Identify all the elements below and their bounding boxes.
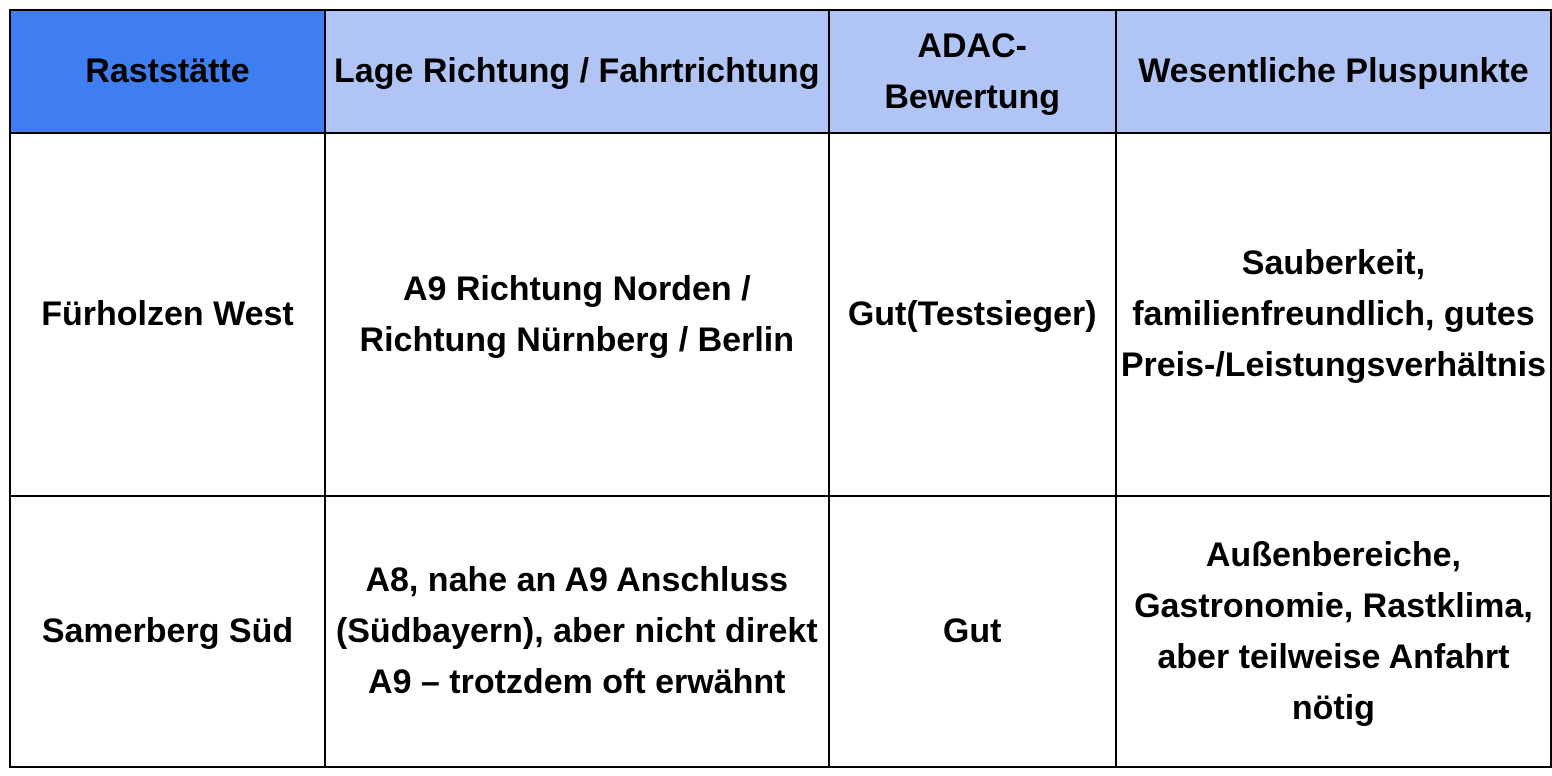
header-lage: Lage Richtung / Fahrtrichtung	[325, 10, 829, 133]
table-container	[9, 9, 1552, 768]
rest-stop-table	[9, 9, 1552, 768]
cell-pluspunkte: Außenbereiche, Gastronomie, Rastklima, aber teilweise Anfahrt nötig	[1116, 496, 1551, 767]
cell-raststaette: Fürholzen West	[10, 133, 325, 496]
cell-raststaette: Samerberg Süd	[10, 496, 325, 767]
table-row	[10, 496, 1551, 767]
cell-lage: A8, nahe an A9 Anschluss (Südbayern), aber nicht direkt A9 – trotzdem oft erwähnt	[325, 496, 829, 767]
table-row	[10, 133, 1551, 496]
header-adac-bewertung: ADAC-Bewertung	[829, 10, 1116, 133]
cell-lage: A9 Richtung Norden / Richtung Nürnberg / Berlin	[325, 133, 829, 496]
header-pluspunkte: Wesentliche Pluspunkte	[1116, 10, 1551, 133]
cell-pluspunkte: Sauberkeit, familienfreundlich, gutes Preis-/Leistungsverhältnis	[1116, 133, 1551, 496]
cell-bewertung: Gut(Testsieger)	[829, 133, 1116, 496]
cell-bewertung: Gut	[829, 496, 1116, 767]
header-raststaette: Raststätte	[10, 10, 325, 133]
header-row	[10, 10, 1551, 133]
